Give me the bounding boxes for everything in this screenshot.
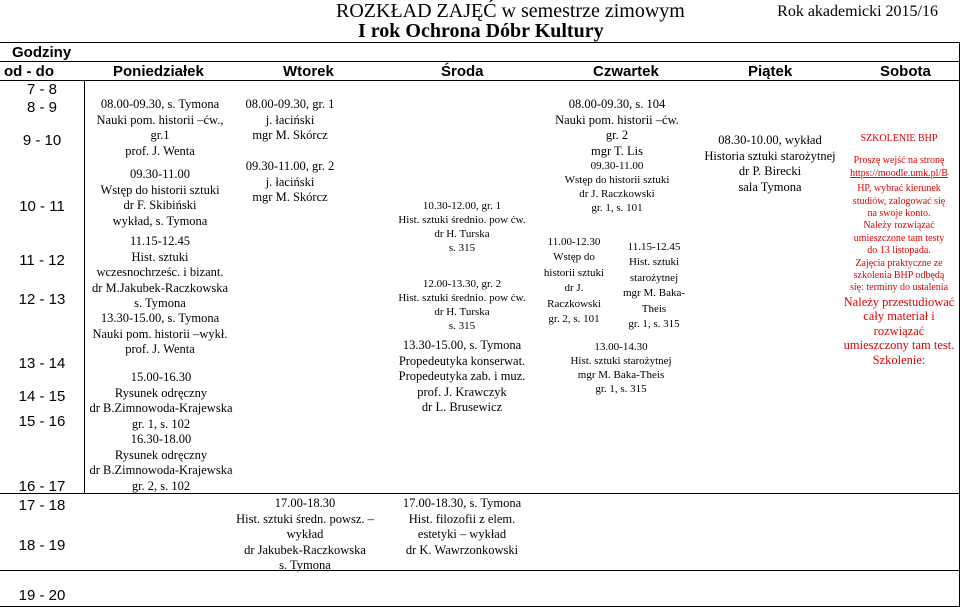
hour-label: 13 - 14 [18,355,66,372]
moodle-link[interactable]: https://moodle.umk.pl/B [850,167,948,179]
saturday-header: Sobota [880,63,931,80]
from-to-header: od - do [4,63,54,80]
hour-label: 16 - 17 [18,478,66,495]
bhp-title: SZKOLENIE BHP [860,133,938,144]
hour-label: 11 - 12 [19,252,65,269]
hour-label: 14 - 15 [18,388,66,405]
wednesday-class-1: 10.30-12.00, gr. 1 Hist. sztuki średnio. pow ćw. dr H. Turska s. 315 [398,200,526,254]
monday-class-6: 16.30-18.00 Rysunek odręczny dr B.Zimnowoda-Krajewska gr. 2, s. 102 [89,432,233,493]
tuesday-class-1: 08.00-09.30, gr. 1 j. łaciński mgr M. Skórcz [245,97,335,143]
hour-label: 9 - 10 [22,132,62,149]
hour-label: 17 - 18 [18,497,66,514]
wednesday-header: Środa [441,63,484,80]
schedule-title: ROZKŁAD ZAJĘĆ w semestrze zimowym [336,0,685,22]
hour-label: 18 - 19 [18,537,66,554]
hour-label: 15 - 16 [18,413,66,430]
wednesday-class-3: 13.30-15.00, s. Tymona Propedeutyka konserwat. Propedeutyka zab. i muz. prof. J. Krawczyk dr L. Brusewicz [398,338,526,415]
friday-class-1: 08.30-10.00, wykład Historia sztuki starożytnej dr P. Birecki sala Tymona [704,133,836,194]
thursday-class-1: 08.00-09.30, s. 104 Nauki pom. historii –ćw. gr. 2 mgr T. Lis [555,97,679,158]
hour-label: 7 - 8 [26,81,57,98]
thursday-class-3b: 11.15-12.45 Hist. sztuki starożytnej mgr M. Baka- Theis gr. 1, s. 315 [622,241,685,331]
monday-class-1: 08.00-09.30, s. Tymona Nauki pom. historii –ćw., gr.1 prof. J. Wenta [96,97,224,158]
thursday-class-4: 13.00-14.30 Hist. sztuki starożytnej mgr M. Baka-Theis gr. 1, s. 315 [570,341,672,395]
schedule-subtitle: I rok Ochrona Dóbr Kultury [358,20,604,42]
monday-class-2: 09.30-11.00 Wstęp do historii sztuki dr F. Skibiński wykład, s. Tymona [100,167,220,228]
tuesday-class-2: 09.30-11.00, gr. 2 j. łaciński mgr M. Skórcz [245,159,335,205]
hour-label: 8 - 9 [26,99,57,116]
monday-class-5: 15.00-16.30 Rysunek odręczny dr B.Zimnowoda-Krajewska gr. 1, s. 102 [89,370,233,431]
tuesday-header: Wtorek [283,63,334,80]
monday-header: Poniedziałek [113,63,204,80]
hour-label: 10 - 11 [19,198,65,215]
thursday-class-3a: 11.00-12.30 Wstęp do historii sztuki dr J. Raczkowski gr. 2, s. 101 [543,236,605,326]
tuesday-class-3: 17.00-18.30 Hist. sztuki średn. powsz. – wykład dr Jakubek-Raczkowska s. Tymona [236,496,374,573]
academic-year: Rok akademicki 2015/16 [777,3,938,20]
grid-line [0,570,960,571]
grid-line [0,61,960,62]
hour-label: 12 - 13 [18,291,66,308]
monday-class-3: 11.15-12.45 Hist. sztuki wczesnochrześc. i bizant. dr M.Jakubek-Raczkowska s. Tymona [91,234,229,311]
thursday-class-2: 09.30-11.00 Wstęp do historii sztuki dr J. Raczkowski gr. 1, s. 101 [564,160,670,214]
wednesday-class-2: 12.00-13.30, gr. 2 Hist. sztuki średnio. pow ćw. dr H. Turska s. 315 [398,278,526,332]
grid-line [0,42,960,43]
monday-class-4: 13.30-15.00, s. Tymona Nauki pom. historii –wykł. prof. J. Wenta [92,311,228,357]
hour-label: 19 - 20 [18,587,66,604]
thursday-header: Czwartek [593,63,659,80]
bhp-training-note: SZKOLENIE BHP Proszę wejść na stronę https://moodle.umk.pl/B HP, wybrać kierunek studiów, zalogować się na swoje konto. Należy rozwiązać umieszczone tam testy do 13 listopada. Zajęcia praktyczne ze szkolenia BHP odbędą się: terminy do ustalenia Należy przestudiować cały materiał i rozwiązać umieszczony tam test. Szkolenie: [840,133,958,367]
wednesday-class-4: 17.00-18.30, s. Tymona Hist. filozofii z elem. estetyki – wykład dr K. Wawrzonkowski [402,496,522,557]
grid-line [0,80,960,81]
hours-header: Godziny [12,44,72,61]
friday-header: Piątek [748,63,793,80]
